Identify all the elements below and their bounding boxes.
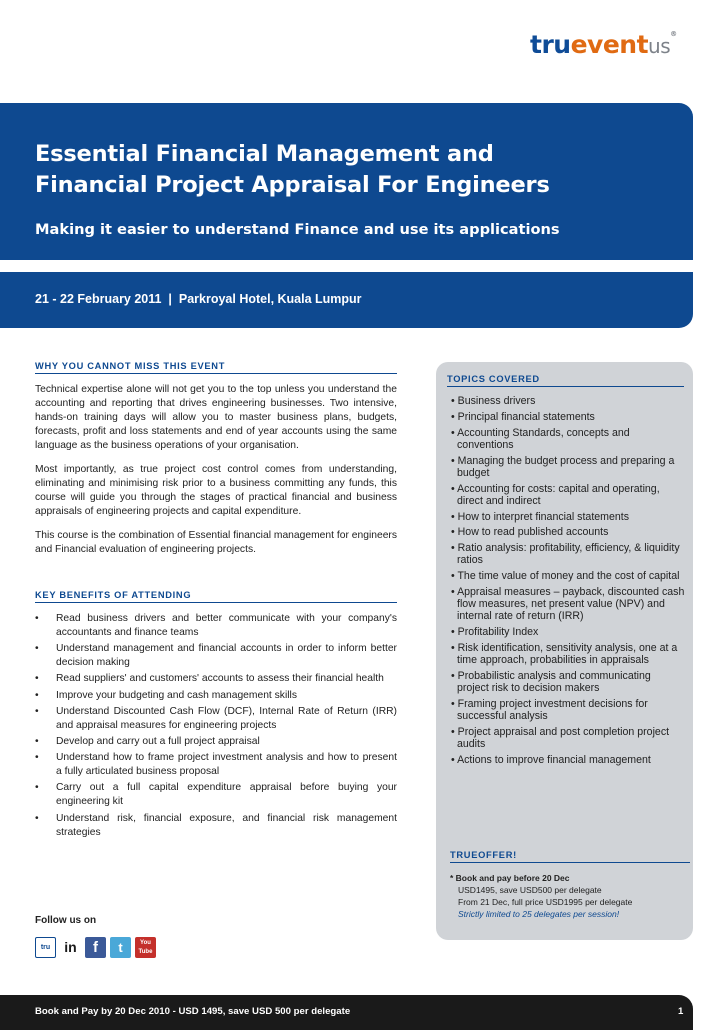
topics-list (449, 395, 685, 770)
truevent-icon[interactable]: tru (35, 937, 56, 958)
facebook-icon[interactable]: f (85, 937, 106, 958)
footer-bar (0, 995, 693, 1030)
list-item: • Risk identification, sensitivity analysis, one at a time approach, probabilities in appraisals (451, 641, 678, 667)
benefit-text: Read business drivers and better communicate with your company's accountants and finance teams (56, 613, 397, 638)
benefit-text: Understand risk, financial exposure, and financial risk management strategies (56, 812, 397, 838)
list-item (35, 781, 397, 809)
page-subtitle: Making it easier to understand Finance and use its applications (35, 221, 560, 238)
bullet: • (35, 705, 39, 717)
list-item: • Actions to improve financial management (451, 753, 651, 766)
list-item: • Framing project investment decisions for successful analysis (451, 697, 648, 723)
bullet: • (35, 812, 39, 824)
sidebar-panel (436, 362, 693, 940)
benefit-text: Understand how to frame project investment analysis and how to present a fully articulated business proposal (56, 752, 397, 778)
youtube-icon[interactable]: You Tube (135, 937, 156, 958)
benefit-text: Understand Discounted Cash Flow (DCF), Internal Rate of Return (IRR) and appraisal measures for engineering projects (56, 705, 397, 731)
bullet: • (35, 673, 39, 685)
bullet: • (35, 613, 39, 624)
list-item: • Appraisal measures – payback, discounted cash flow measures, net present value (NPV) and internal rate of return (IRR) (451, 585, 685, 623)
list-item (35, 812, 397, 840)
list-item (35, 705, 397, 733)
benefit-text: Develop and carry out a full project appraisal (56, 735, 260, 747)
benefits-list (35, 612, 397, 842)
bullet: • (35, 735, 39, 747)
logo-part-1: tru (530, 30, 571, 59)
list-item: • How to read published accounts (451, 526, 609, 539)
page-number: 1 (678, 1006, 684, 1017)
benefit-text: Improve your budgeting and cash management skills (56, 689, 297, 701)
page-title (35, 139, 550, 201)
why-heading: WHY YOU CANNOT MISS THIS EVENT (35, 361, 397, 374)
list-item: • Accounting Standards, concepts and conventions (451, 426, 630, 451)
bullet: • (35, 782, 39, 794)
benefit-text: Carry out a full capital expenditure appraisal before buying your engineering kit (56, 782, 397, 808)
list-item: • The time value of money and the cost of capital (451, 570, 680, 583)
offer-line-2: USD1495, save USD500 per delegate (458, 885, 602, 895)
bullet: • (35, 752, 39, 764)
title-banner (0, 103, 693, 260)
list-item (35, 642, 397, 670)
list-item: • Principal financial statements (451, 410, 595, 423)
bullet: • (35, 643, 39, 655)
offer-line-1: * Book and pay before 20 Dec (450, 873, 570, 883)
list-item (35, 689, 397, 703)
date-venue: 21 - 22 February 2011 | Parkroyal Hotel, Kuala Lumpur (35, 292, 362, 306)
list-item (35, 672, 397, 686)
offer-line-4: Strictly limited to 25 delegates per session! (458, 909, 620, 919)
list-item (35, 612, 397, 640)
list-item (35, 751, 397, 779)
list-item: • Profitability Index (451, 626, 539, 639)
footer-text: Book and Pay by 20 Dec 2010 - USD 1495, save USD 500 per delegate (35, 1006, 351, 1017)
logo-registered: ® (670, 30, 677, 38)
topics-heading: TOPICS COVERED (447, 374, 684, 387)
title-line-2: Financial Project Appraisal For Engineers (35, 172, 550, 198)
twitter-icon[interactable]: t (110, 937, 131, 958)
offer-details (450, 872, 682, 920)
date-band (0, 272, 693, 328)
benefit-text: Read suppliers' and customers' accounts to assess their financial health (56, 673, 384, 685)
list-item: • Accounting for costs: capital and operating, direct and indirect (451, 482, 660, 507)
list-item: • How to interpret financial statements (451, 510, 629, 523)
benefits-heading: KEY BENEFITS OF ATTENDING (35, 590, 397, 603)
list-item: • Ratio analysis: profitability, efficiency, & liquidity ratios (451, 542, 680, 567)
list-item (35, 735, 397, 749)
why-paragraph-3: This course is the combination of Essential financial management for engineers and Financial evaluation of engineering projects. (35, 530, 397, 555)
list-item: • Project appraisal and post completion project audits (451, 725, 670, 751)
why-paragraph-1: Technical expertise alone will not get you to the top unless you understand the accounting and reporting that drives engineering businesses. Two intensive, hands-on training days will allow you to master business plans, budgets, forecasts, profit and loss statements and end of year accounts using the same language as the business operations of your organisation. (35, 384, 397, 451)
title-line-1: Essential Financial Management and (35, 141, 494, 167)
list-item: • Probabilistic analysis and communicating project risk to decision makers (451, 669, 651, 695)
offer-heading: TRUEOFFER! (450, 850, 690, 863)
logo-part-3: us (648, 34, 671, 58)
linkedin-icon[interactable]: in (60, 937, 81, 958)
list-item: • Managing the budget process and preparing a budget (451, 454, 675, 479)
logo (530, 30, 677, 59)
follow-us-label: Follow us on (35, 915, 97, 926)
benefit-text: Understand management and financial accounts in order to inform better decision making (56, 643, 397, 669)
bullet: • (35, 689, 39, 701)
list-item: • Business drivers (451, 395, 536, 407)
why-paragraph-2: Most importantly, as true project cost control comes from understanding, eliminating and minimising risk prior to a business committing any funds, this course will guide you through the stages of practical financial and business appraisals of engineering projects and capital expenditure. (35, 464, 397, 517)
logo-part-2: event (570, 30, 649, 59)
offer-line-3: From 21 Dec, full price USD1995 per delegate (458, 897, 633, 907)
